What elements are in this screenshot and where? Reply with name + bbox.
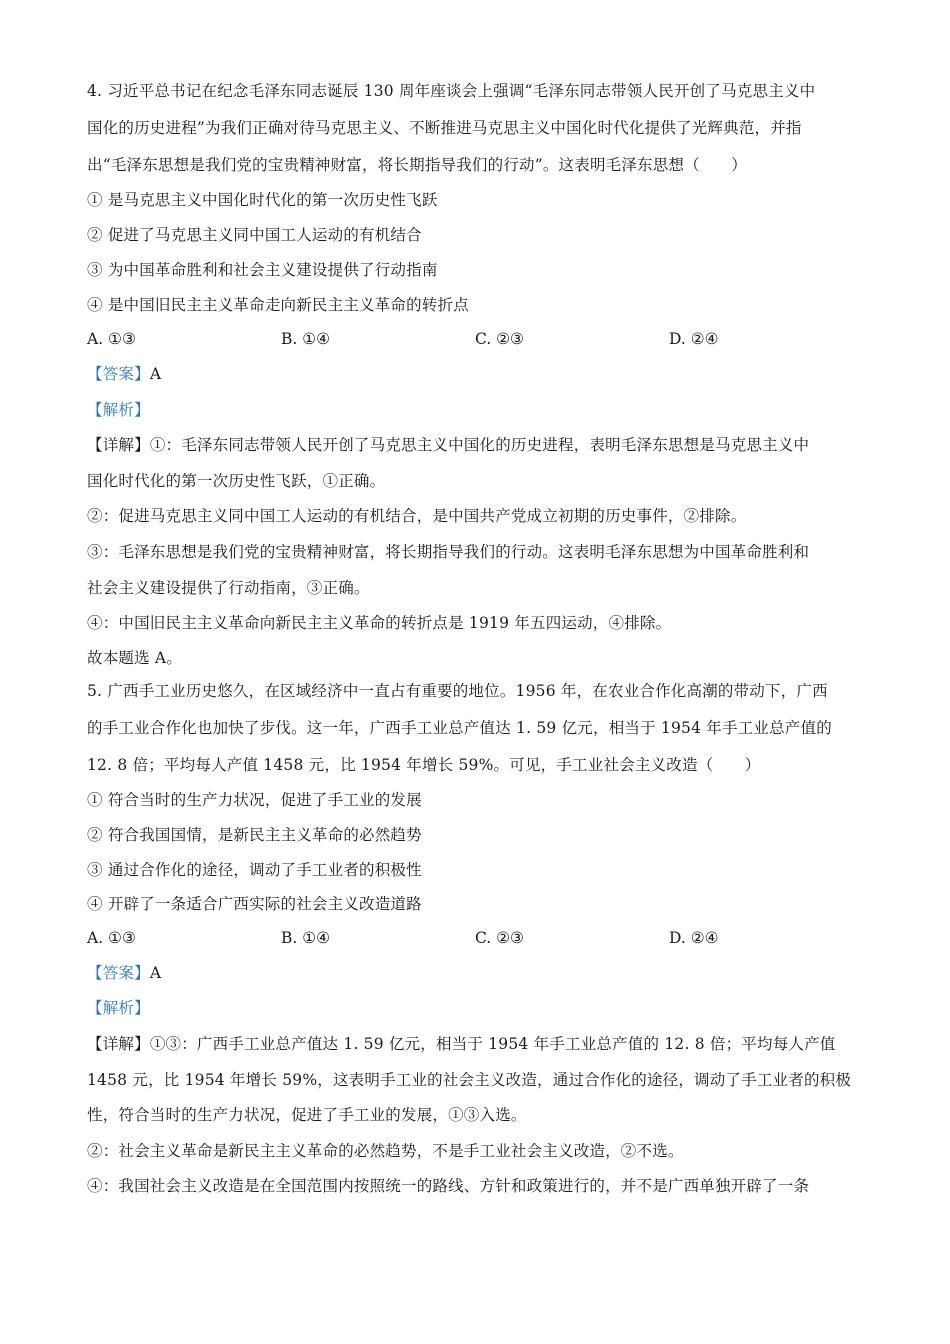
q4-item-2: ② 促进了马克思主义同中国工人运动的有机结合 [87, 226, 422, 244]
q4-detail-line-2: 国化时代化的第一次历史性飞跃，①正确。 [87, 472, 386, 490]
q5-item-2: ② 符合我国国情，是新民主主义革命的必然趋势 [87, 826, 422, 844]
q4-answer-tag: 【答案】 [87, 365, 150, 383]
q4-detail-line-4: ③：毛泽东思想是我们党的宝贵精神财富，将长期指导我们的行动。这表明毛泽东思想为中国革命胜利和 [87, 543, 810, 561]
q4-stem-line-2: 国化的历史进程”为我们正确对待马克思主义、不断推进马克思主义中国化时代化提供了光辉典范，并指 [87, 119, 802, 137]
q5-option-a: A. ①③ [87, 929, 136, 947]
q5-item-1: ① 符合当时的生产力状况，促进了手工业的发展 [87, 791, 422, 809]
q5-option-d: D. ②④ [669, 929, 719, 947]
q4-item-1: ① 是马克思主义中国化时代化的第一次历史性飞跃 [87, 191, 438, 209]
q5-detail-line-2: 1458 元，比 1954 年增长 59%，这表明手工业的社会主义改造，通过合作化的途径，调动了手工业者的积极 [87, 1071, 852, 1089]
q5-answer [87, 962, 867, 984]
q4-stem-line-1: 4. 习近平总书记在纪念毛泽东同志诞辰 130 周年座谈会上强调“毛泽东同志带领人民开创了马克思主义中 [87, 82, 816, 100]
q5-detail-line-5: ④：我国社会主义改造是在全国范围内按照统一的路线、方针和政策进行的，并不是广西单独开辟了一条 [87, 1177, 810, 1195]
q5-option-c: C. ②③ [475, 929, 524, 947]
q4-answer [87, 363, 867, 385]
q5-detail-line-4: ②：社会主义革命是新民主主义革命的必然趋势，不是手工业社会主义改造，②不选。 [87, 1142, 684, 1160]
q5-item-3: ③ 通过合作化的途径，调动了手工业者的积极性 [87, 861, 422, 879]
q5-detail-line-3: 性，符合当时的生产力状况，促进了手工业的发展，①③入选。 [87, 1106, 527, 1124]
q4-option-a: A. ①③ [87, 330, 136, 348]
q4-detail-line-1 [87, 434, 867, 456]
q4-analysis [87, 399, 867, 421]
q5-detail-tag: 【详解】 [87, 1035, 150, 1053]
q4-item-3: ③ 为中国革命胜利和社会主义建设提供了行动指南 [87, 261, 438, 279]
q5-stem-line-1: 5. 广西手工业历史悠久，在区域经济中一直占有重要的地位。1956 年，在农业合作化高潮的带动下，广西 [87, 682, 828, 700]
q4-stem-line-3: 出“毛泽东思想是我们党的宝贵精神财富，将长期指导我们的行动”。这表明毛泽东思想（ ） [87, 156, 747, 174]
q5-analysis [87, 997, 867, 1019]
q5-answer-value: A [149, 964, 162, 982]
q4-option-b: B. ①④ [281, 330, 331, 348]
q4-detail-line-6: ④：中国旧民主主义革命向新民主主义革命的转折点是 1919 年五四运动，④排除。 [87, 614, 672, 632]
q5-option-b: B. ①④ [281, 929, 331, 947]
q4-detail-line-7: 故本题选 A。 [87, 649, 183, 667]
q4-detail-tag: 【详解】 [87, 436, 150, 454]
q4-answer-value: A [149, 365, 162, 383]
q5-answer-tag: 【答案】 [87, 964, 150, 982]
q5-stem-line-2: 的手工业合作化也加快了步伐。这一年，广西手工业总产值达 1. 59 亿元，相当于 1954 年手工业总产值的 [87, 719, 832, 737]
q5-analysis-tag: 【解析】 [87, 999, 150, 1017]
q4-option-d: D. ②④ [669, 330, 719, 348]
q4-detail-text-1: ①：毛泽东同志带领人民开创了马克思主义中国化的历史进程，表明毛泽东思想是马克思主义中 [149, 436, 810, 454]
q4-item-4: ④ 是中国旧民主主义革命走向新民主主义革命的转折点 [87, 296, 469, 314]
q4-detail-line-5: 社会主义建设提供了行动指南，③正确。 [87, 579, 370, 597]
q4-option-c: C. ②③ [475, 330, 524, 348]
q4-analysis-tag: 【解析】 [87, 401, 150, 419]
q5-stem-line-3: 12. 8 倍；平均每人产值 1458 元，比 1954 年增长 59%。可见，手工业社会主义改造（ ） [87, 756, 761, 774]
q5-detail-text-1: ①③：广西手工业总产值达 1. 59 亿元，相当于 1954 年手工业总产值的 12. 8 倍；平均每人产值 [149, 1035, 836, 1053]
q5-item-4: ④ 开辟了一条适合广西实际的社会主义改造道路 [87, 895, 422, 913]
q5-detail-line-1 [87, 1033, 867, 1055]
q4-detail-line-3: ②：促进马克思主义同中国工人运动的有机结合，是中国共产党成立初期的历史事件，②排除。 [87, 507, 747, 525]
